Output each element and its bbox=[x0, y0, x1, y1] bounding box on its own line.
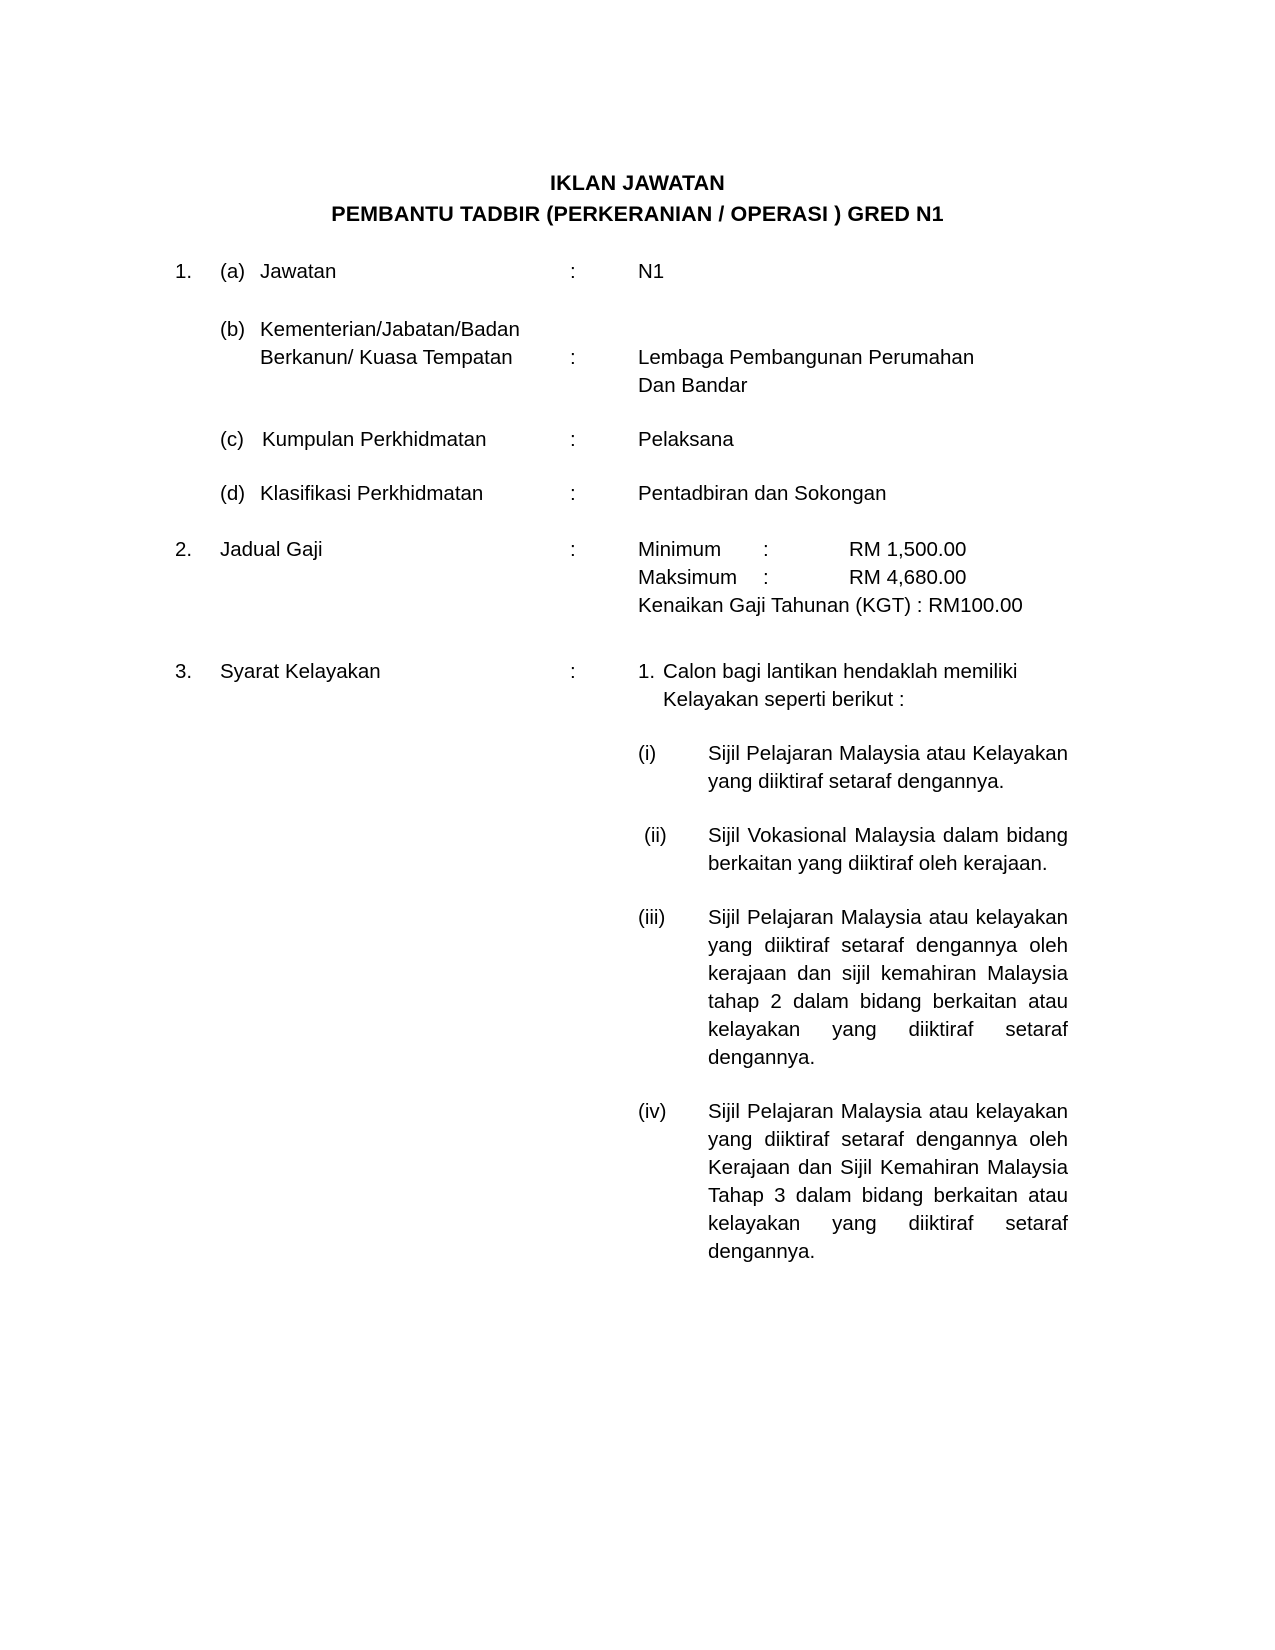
spacer bbox=[0, 508, 1275, 536]
field-row-jadual-gaji bbox=[0, 536, 1275, 620]
label-klasifikasi bbox=[220, 480, 570, 508]
document-body bbox=[0, 258, 1275, 1266]
spacer bbox=[0, 400, 1275, 426]
colon-jawatan: : bbox=[570, 260, 576, 283]
field-row-kumpulan bbox=[0, 426, 1275, 454]
label-syarat-kelayakan bbox=[220, 658, 570, 686]
value-line: Pentadbiran dan Sokongan bbox=[638, 482, 887, 505]
field-row-syarat-kelayakan bbox=[0, 658, 1275, 1266]
qualification-item-ii bbox=[638, 822, 1070, 878]
value-line: N1 bbox=[638, 260, 665, 283]
qualification-item-iii bbox=[638, 904, 1070, 1072]
value-syarat-kelayakan bbox=[638, 658, 1070, 1266]
spacer bbox=[638, 714, 1070, 740]
salary-row-minimum bbox=[638, 536, 1070, 564]
label-text-jawatan: Jawatan bbox=[260, 260, 337, 283]
qualification-intro-marker: 1. bbox=[638, 660, 656, 683]
colon-jadual-gaji: : bbox=[570, 538, 576, 561]
label-text-kementerian-cont: Berkanun/ Kuasa Tempatan bbox=[260, 346, 513, 369]
colon-kumpulan: : bbox=[570, 428, 576, 451]
qualification-text-ii: Sijil Vokasional Malaysia dalam bidang berkaitan yang diiktiraf oleh kerajaan. bbox=[708, 824, 1068, 875]
label-kementerian bbox=[220, 316, 570, 372]
qualification-intro bbox=[638, 658, 1070, 714]
salary-colon-maksimum: : bbox=[763, 566, 769, 589]
label-text-jadual-gaji: Jadual Gaji bbox=[220, 538, 323, 561]
qualification-item-i bbox=[638, 740, 1070, 796]
field-row-kementerian bbox=[0, 316, 1275, 400]
qualification-text-iii: Sijil Pelajaran Malaysia atau kelayakan yang diiktiraf setaraf dengannya oleh kerajaan dan sijil kemahiran Malaysia tahap 2 dalam bidang berkaitan atau kelayakan yang diiktiraf setaraf dengannya. bbox=[708, 906, 1068, 1069]
salary-label-maksimum: Maksimum bbox=[638, 566, 738, 589]
salary-amount-minimum: RM 1,500.00 bbox=[849, 538, 967, 561]
qualification-intro-line-1: Calon bagi lantikan hendaklah memiliki bbox=[663, 660, 1018, 683]
value-jadual-gaji bbox=[638, 536, 1070, 620]
spacer bbox=[0, 620, 1275, 658]
label-kumpulan bbox=[220, 426, 570, 454]
label-text-syarat-kelayakan: Syarat Kelayakan bbox=[220, 660, 381, 683]
label-text-klasifikasi: Klasifikasi Perkhidmatan bbox=[260, 482, 484, 505]
label-text-kementerian: Kementerian/Jabatan/Badan bbox=[260, 318, 520, 341]
spacer bbox=[0, 454, 1275, 480]
section-number-3: 3. bbox=[175, 660, 193, 683]
qualification-item-iv bbox=[638, 1098, 1070, 1266]
value-line-2: Dan Bandar bbox=[638, 374, 748, 397]
label-jadual-gaji bbox=[220, 536, 570, 564]
label-key-c: (c) bbox=[220, 428, 244, 451]
spacer bbox=[0, 286, 1275, 316]
value-klasifikasi bbox=[638, 480, 1070, 508]
salary-label-minimum: Minimum bbox=[638, 538, 722, 561]
qualification-text-i: Sijil Pelajaran Malaysia atau Kelayakan yang diiktiraf setaraf dengannya. bbox=[708, 742, 1068, 793]
value-kumpulan bbox=[638, 426, 1070, 454]
qualification-marker-iii: (iii) bbox=[638, 906, 666, 929]
section-number-2: 2. bbox=[175, 538, 193, 561]
value-line: Pelaksana bbox=[638, 428, 734, 451]
value-kementerian bbox=[638, 316, 1070, 400]
field-row-klasifikasi bbox=[0, 480, 1275, 508]
title-line-2: PEMBANTU TADBIR (PERKERANIAN / OPERASI ) GRED N1 bbox=[331, 202, 944, 226]
spacer bbox=[638, 878, 1070, 904]
salary-row-kgt: Kenaikan Gaji Tahunan (KGT) : RM100.00 bbox=[638, 594, 1023, 617]
spacer bbox=[638, 1072, 1070, 1098]
colon-kementerian bbox=[570, 316, 638, 372]
salary-colon-minimum: : bbox=[763, 538, 769, 561]
value-jawatan bbox=[638, 258, 1070, 286]
title-line-1: IKLAN JAWATAN bbox=[550, 171, 725, 195]
field-row-jawatan bbox=[0, 258, 1275, 286]
section-number-1: 1. bbox=[175, 260, 193, 283]
label-key-d: (d) bbox=[220, 482, 246, 505]
qualification-marker-i: (i) bbox=[638, 742, 657, 765]
spacer bbox=[638, 796, 1070, 822]
label-jawatan bbox=[220, 258, 570, 286]
colon-syarat-kelayakan: : bbox=[570, 660, 576, 683]
value-line-1: Lembaga Pembangunan Perumahan bbox=[638, 346, 975, 369]
salary-row-maksimum bbox=[638, 564, 1070, 592]
qualification-text-iv: Sijil Pelajaran Malaysia atau kelayakan yang diiktiraf setaraf dengannya oleh Kerajaan dan Sijil Kemahiran Malaysia Tahap 3 dalam bidang berkaitan atau kelayakan yang diiktiraf setaraf dengannya. bbox=[708, 1100, 1068, 1263]
qualification-marker-ii: (ii) bbox=[644, 824, 667, 847]
qualification-marker-iv: (iv) bbox=[638, 1100, 667, 1123]
colon-glyph: : bbox=[570, 346, 576, 369]
label-key-a: (a) bbox=[220, 260, 246, 283]
label-text-kumpulan: Kumpulan Perkhidmatan bbox=[262, 428, 487, 451]
document-title-block bbox=[0, 168, 1275, 230]
qualification-intro-line-2: Kelayakan seperti berikut : bbox=[663, 688, 905, 711]
label-key-b: (b) bbox=[220, 318, 246, 341]
salary-amount-maksimum: RM 4,680.00 bbox=[849, 566, 967, 589]
colon-klasifikasi: : bbox=[570, 482, 576, 505]
